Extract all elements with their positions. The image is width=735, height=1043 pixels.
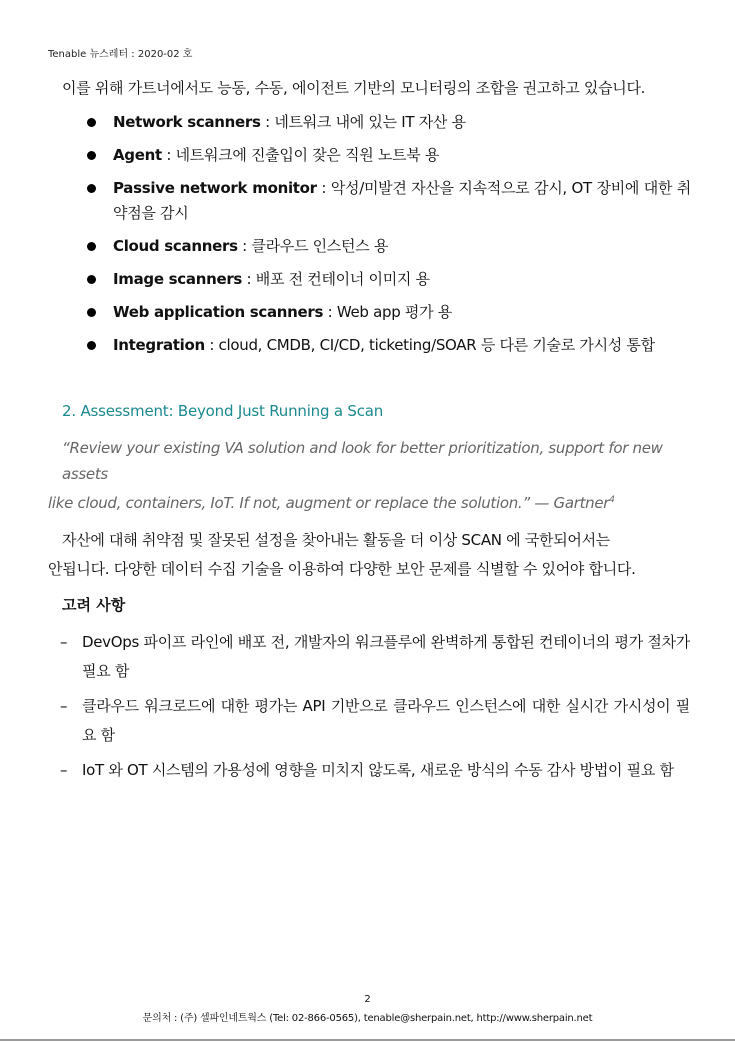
bullet-desc: : 배포 전 컨테이너 이미지 용 <box>242 270 430 288</box>
bullet-desc: : 네트워크 내에 있는 IT 자산 용 <box>260 113 466 131</box>
consideration-text: 클라우드 워크로드에 대한 평가는 API 기반으로 클라우드 인스턴스에 대한 실시간 가시성이 필요 함 <box>82 697 690 744</box>
section-heading: 2. Assessment: Beyond Just Running a Scan <box>62 402 384 420</box>
bullet-desc: : 클라우드 인스턴스 용 <box>237 237 389 255</box>
bullet-desc: : Web app 평가 용 <box>323 303 452 321</box>
quote-line-1: “Review your existing VA solution and look for better prioritization, support for new assets <box>62 439 663 483</box>
footnote-ref: 4 <box>609 495 615 505</box>
quote-line-2 <box>48 487 688 516</box>
bullet-item <box>86 234 691 259</box>
bullet-desc: : 네트워크에 진출입이 잦은 직원 노트북 용 <box>161 146 440 164</box>
bullet-item <box>86 300 691 325</box>
bullet-item <box>86 333 691 358</box>
consideration-text: IoT 와 OT 시스템의 가용성에 영향을 미치지 않도록, 새로운 방식의 수동 감사 방법이 필요 함 <box>82 761 674 779</box>
monitoring-bullet-list <box>86 110 691 366</box>
bullet-desc: : 악성/미발견 자산을 지속적으로 감시, OT 장비에 대한 취약점을 감시 <box>113 179 691 222</box>
dash-marker: – <box>60 761 68 779</box>
bottom-divider <box>0 1039 735 1041</box>
paragraph-line-2: 안됩니다. 다양한 데이터 수집 기술을 이용하여 다양한 보안 문제를 식별할 수 있어야 합니다. <box>48 560 636 578</box>
bullet-item <box>86 176 691 226</box>
bullet-dot-icon <box>87 341 96 350</box>
bullet-item <box>86 143 691 168</box>
consideration-item <box>60 628 690 686</box>
consideration-text: DevOps 파이프 라인에 배포 전, 개발자의 워크플루에 완벽하게 통합된 컨테이너의 평가 절차가 필요 함 <box>82 633 690 680</box>
consideration-item <box>60 756 690 785</box>
page-header: Tenable 뉴스레터 : 2020-02 호 <box>48 49 193 60</box>
paragraph-line-1: 자산에 대해 취약점 및 잘못된 설정을 찾아내는 활동을 더 이상 SCAN 에 국한되어서는 <box>62 531 610 549</box>
bullet-dot-icon <box>87 184 96 193</box>
bullet-item <box>86 110 691 135</box>
bullet-dot-icon <box>87 308 96 317</box>
bullet-desc: : cloud, CMDB, CI/CD, ticketing/SOAR 등 다른 기술로 가시성 통합 <box>204 336 655 354</box>
consideration-item <box>60 692 690 750</box>
bullet-term: Network scanners <box>113 113 261 131</box>
page-footer: 문의처 : (주) 셀파인네트웍스 (Tel: 02-866-0565), tenable@sherpain.net, http://www.sherpain.net <box>142 1013 593 1024</box>
bullet-dot-icon <box>87 242 96 251</box>
bullet-term: Agent <box>113 146 162 164</box>
bullet-term: Passive network monitor <box>113 179 317 197</box>
bullet-dot-icon <box>87 275 96 284</box>
considerations-title: 고려 사항 <box>62 596 126 614</box>
quote-line-2-text: like cloud, containers, IoT. If not, augment or replace the solution.” — Gartner <box>48 494 610 512</box>
dash-marker: – <box>60 633 68 651</box>
bullet-term: Cloud scanners <box>113 237 238 255</box>
bullet-item <box>86 267 691 292</box>
page-number: 2 <box>364 994 371 1005</box>
bullet-term: Integration <box>113 336 205 354</box>
body-paragraph <box>48 526 688 584</box>
bullet-term: Image scanners <box>113 270 243 288</box>
bullet-dot-icon <box>87 118 96 127</box>
considerations-list <box>60 628 690 791</box>
bullet-dot-icon <box>87 151 96 160</box>
intro-text: 이를 위해 가트너에서도 능동, 수동, 에이전트 기반의 모니터링의 조합을 권고하고 있습니다. <box>62 79 646 97</box>
dash-marker: – <box>60 697 68 715</box>
bullet-term: Web application scanners <box>113 303 324 321</box>
gartner-quote <box>48 435 688 516</box>
